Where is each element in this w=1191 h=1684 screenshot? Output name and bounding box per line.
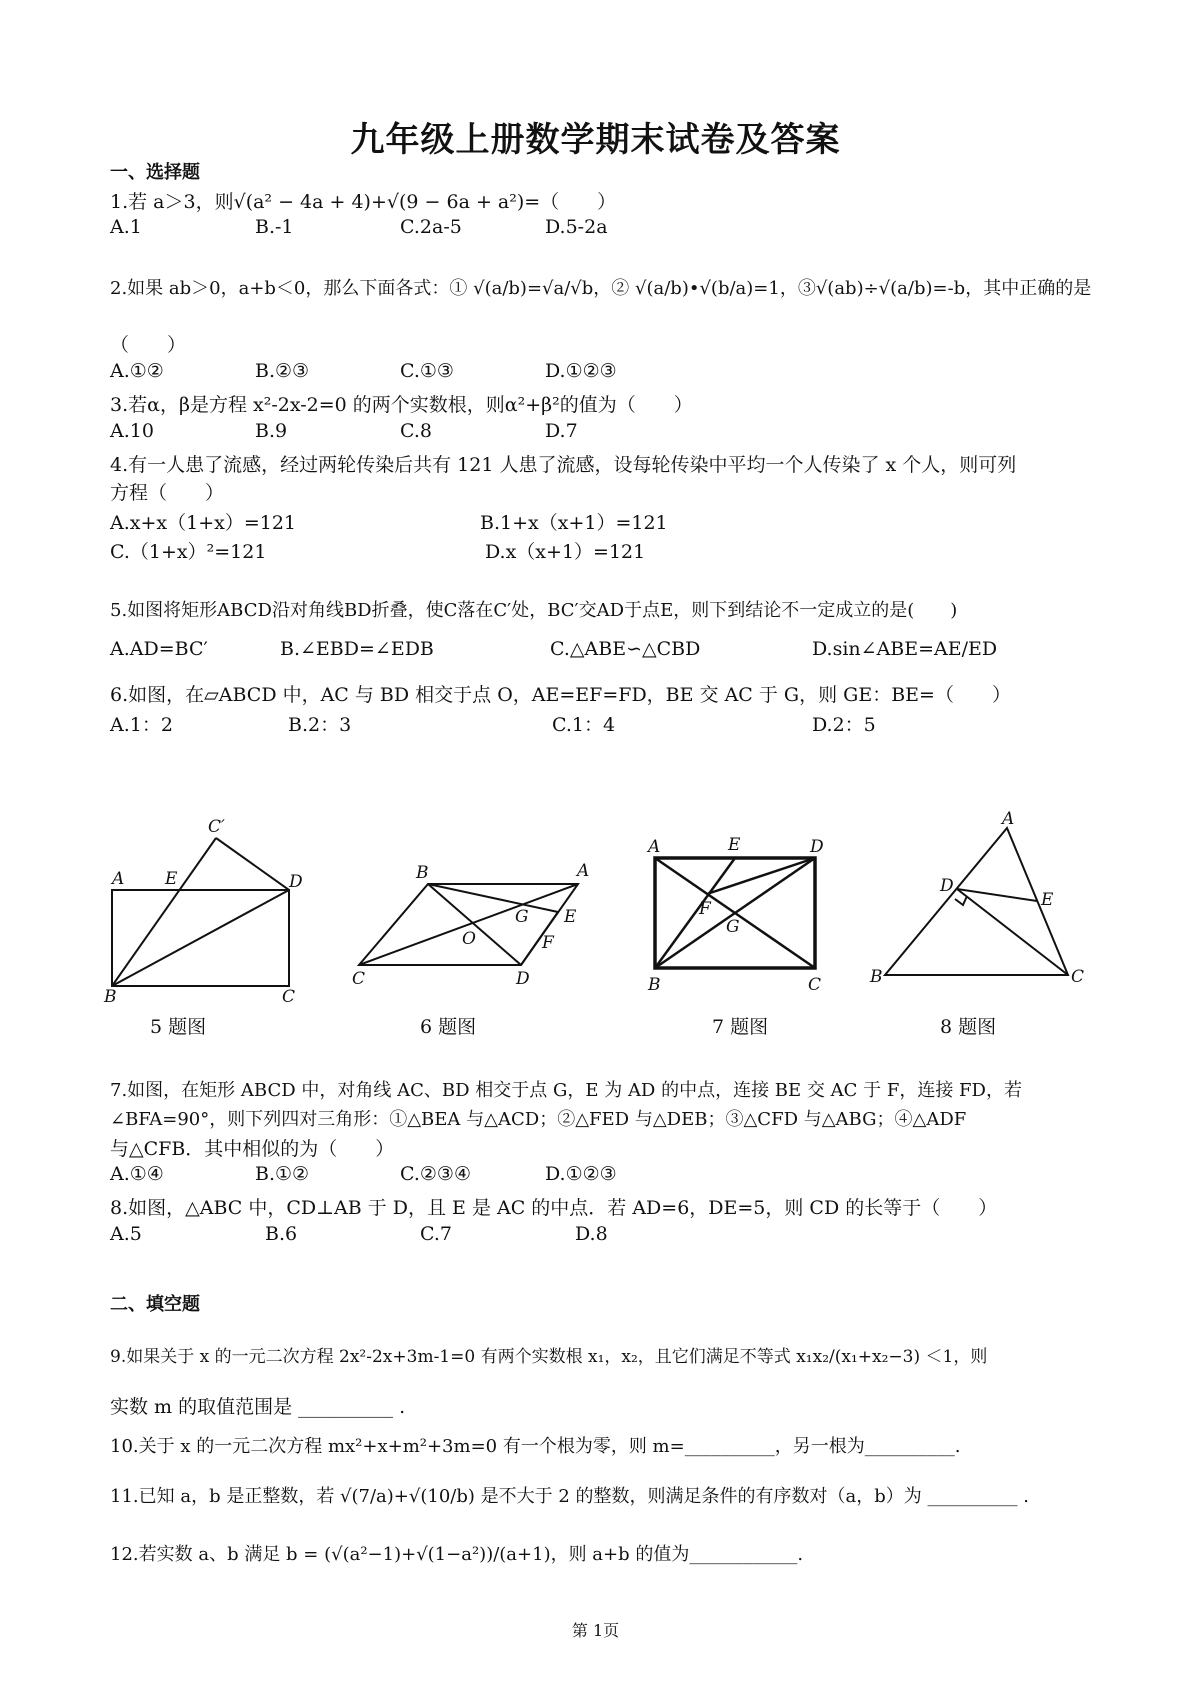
q6-option-d: D.2：5 [812, 714, 876, 736]
question-7-stem-line3: 与△CFB．其中相似的为（ ） [110, 1138, 395, 1160]
question-4-stem-line1: 4.有一人患了流感，经过两轮传染后共有 121 人患了流感，设每轮传染中平均一个人传染了 x 个人，则可列 [110, 454, 1017, 476]
question-6-stem: 6.如图，在▱ABCD 中，AC 与 BD 相交于点 O，AE=EF=FD，BE 交 AC 于 G，则 GE：BE=（ ） [110, 684, 1011, 706]
fig5-label-b: B [104, 987, 117, 1007]
q5-option-a: A.AD=BC′ [110, 638, 208, 660]
question-9-stem-line1: 9.如果关于 x 的一元二次方程 2x²-2x+3m-1=0 有两个实数根 x₁，x₂，且它们满足不等式 x₁x₂/(x₁+x₂−3) ＜1，则 [110, 1347, 988, 1367]
question-2-paren: （ ） [110, 334, 187, 356]
q5-option-b: B.∠EBD=∠EDB [280, 638, 434, 660]
question-1-stem: 1.若 a＞3，则√(a² − 4a + 4)+√(9 − 6a + a²)=（ ） [110, 191, 617, 213]
q8-option-d: D.8 [575, 1223, 608, 1245]
fig5-label-c: C [282, 987, 296, 1007]
q7-option-d: D.①②③ [545, 1163, 617, 1185]
section-heading-choice: 一、选择题 [110, 162, 200, 183]
question-5-stem: 5.如图将矩形ABCD沿对角线BD折叠，使C落在C′处，BC′交AD于点E，则下到结论不一定成立的是( ) [110, 600, 958, 621]
page-number: 第 1页 [571, 1621, 620, 1640]
q2-option-a: A.①② [110, 360, 164, 382]
q7-option-b: B.①② [255, 1163, 310, 1185]
q8-option-b: B.6 [265, 1223, 298, 1245]
fig7-label-e: E [728, 835, 741, 855]
fig6-label-f: F [542, 933, 554, 953]
q4-option-b: B.1+x（x+1）=121 [480, 512, 668, 534]
section-heading-fill: 二、填空题 [110, 1294, 200, 1315]
question-7-stem-line1: 7.如图，在矩形 ABCD 中，对角线 AC、BD 相交于点 G，E 为 AD 的中点，连接 BE 交 AC 于 F，连接 FD，若 [110, 1080, 1022, 1101]
q3-option-c: C.8 [400, 420, 432, 442]
q8-option-c: C.7 [420, 1223, 452, 1245]
q7-option-c: C.②③④ [400, 1163, 471, 1185]
figure-6-caption: 6 题图 [420, 1016, 477, 1038]
fig6-label-a: A [577, 861, 590, 881]
q7-option-a: A.①④ [110, 1163, 164, 1185]
fig6-label-d: D [516, 969, 530, 989]
q8-option-a: A.5 [110, 1223, 142, 1245]
fig7-label-d: D [810, 837, 824, 857]
fig8-label-e: E [1041, 890, 1054, 910]
fig8-label-c: C [1071, 967, 1085, 987]
q4-option-d: D.x（x+1）=121 [485, 541, 646, 563]
q1-option-a: A.1 [110, 216, 142, 238]
figure-5-caption: 5 题图 [150, 1016, 207, 1038]
figure-7 [655, 858, 815, 968]
fig8-label-d: D [940, 876, 954, 896]
q6-option-b: B.2：3 [288, 714, 352, 736]
figure-7-caption: 7 题图 [712, 1016, 769, 1038]
question-12-stem: 12.若实数 a、b 满足 b = (√(a²−1)+√(1−a²))/(a+1)，则 a+b 的值为____________. [110, 1544, 804, 1565]
question-3-stem: 3.若α，β是方程 x²-2x-2=0 的两个实数根，则α²+β²的值为（ ） [110, 394, 693, 416]
q3-option-b: B.9 [255, 420, 288, 442]
fig7-label-g: G [726, 917, 740, 937]
q6-option-c: C.1：4 [552, 714, 616, 736]
question-8-stem: 8.如图，△ABC 中，CD⊥AB 于 D，且 E 是 AC 的中点．若 AD=6，DE=5，则 CD 的长等于（ ） [110, 1197, 998, 1219]
q5-option-d: D.sin∠ABE=AE/ED [812, 638, 998, 660]
fig6-label-b: B [416, 863, 429, 883]
q1-option-b: B.-1 [255, 216, 294, 238]
q4-option-c: C.（1+x）²=121 [110, 541, 267, 563]
figure-8-caption: 8 题图 [940, 1016, 997, 1038]
fig5-label-e: E [165, 869, 178, 889]
q2-option-d: D.①②③ [545, 360, 617, 382]
q3-option-a: A.10 [110, 420, 154, 442]
q5-option-c: C.△ABE∽△CBD [550, 638, 701, 660]
fig6-label-g: G [515, 907, 529, 927]
q2-option-b: B.②③ [255, 360, 310, 382]
question-7-stem-line2: ∠BFA=90°，则下列四对三角形：①△BEA 与△ACD；②△FED 与△DEB；③△CFD 与△ABG；④△ADF [110, 1109, 967, 1130]
q2-option-c: C.①③ [400, 360, 454, 382]
q1-option-c: C.2a-5 [400, 216, 462, 238]
q3-option-d: D.7 [545, 420, 578, 442]
q4-option-a: A.x+x（1+x）=121 [110, 512, 297, 534]
question-4-stem-line2: 方程（ ） [110, 482, 225, 504]
fig5-label-d: D [289, 872, 303, 892]
page-title: 九年级上册数学期末试卷及答案 [350, 120, 841, 160]
fig8-label-a: A [1002, 809, 1015, 829]
fig6-label-e: E [564, 907, 577, 927]
question-9-stem-line2: 实数 m 的取值范围是 __________ . [110, 1396, 406, 1418]
q1-option-d: D.5-2a [545, 216, 608, 238]
fig8-label-b: B [870, 967, 883, 987]
fig7-label-f: F [699, 899, 711, 919]
fig7-label-c: C [808, 975, 822, 995]
fig7-label-a: A [648, 837, 661, 857]
figures-row [0, 750, 1191, 1010]
question-2-stem: 2.如果 ab＞0，a+b＜0，那么下面各式：① √(a/b)=√a/√b，② √(a/b)•√(b/a)=1，③√(ab)÷√(a/b)=-b，其中正确的是 [110, 278, 1092, 299]
q6-option-a: A.1：2 [110, 714, 173, 736]
fig7-label-b: B [648, 975, 661, 995]
fig6-label-c: C [352, 969, 366, 989]
fig6-label-o: O [462, 929, 476, 949]
question-10-stem: 10.关于 x 的一元二次方程 mx²+x+m²+3m=0 有一个根为零，则 m=__________，另一根为__________. [110, 1436, 961, 1457]
fig5-label-cprime: C′ [208, 817, 225, 837]
fig5-label-a: A [112, 869, 125, 889]
figure-5 [112, 838, 289, 986]
question-11-stem: 11.已知 a，b 是正整数，若 √(7/a)+√(10/b) 是不大于 2 的整数，则满足条件的有序数对（a，b）为 __________ . [110, 1486, 1029, 1507]
